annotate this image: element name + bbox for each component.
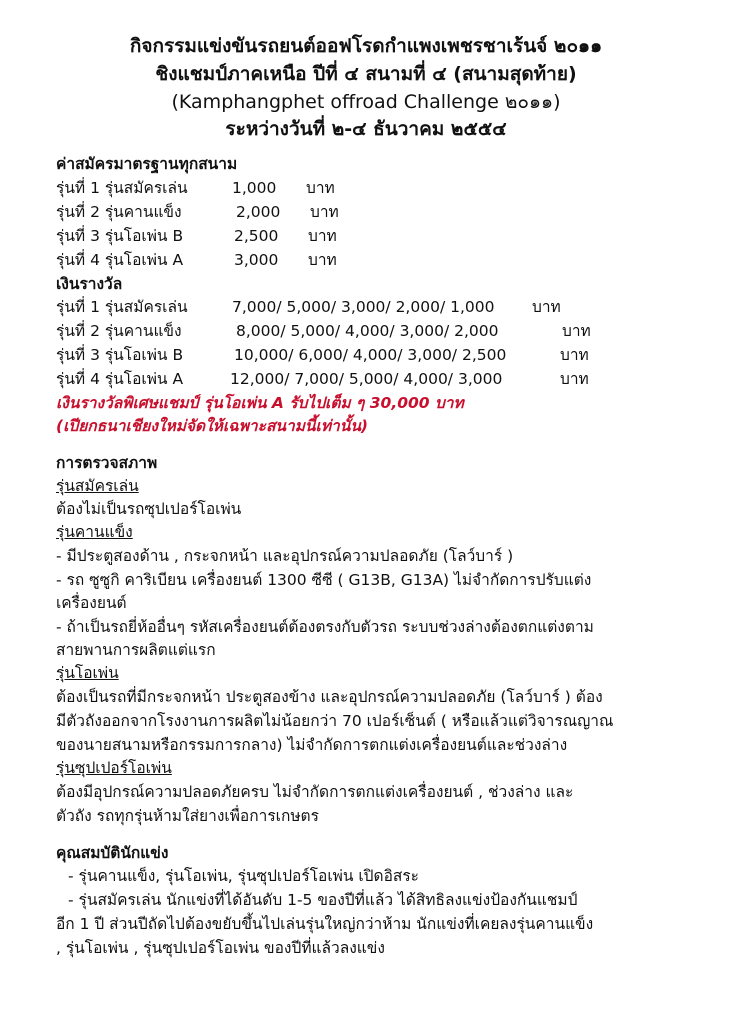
prize-row [56,320,716,342]
fee-unit: บาท [310,203,339,221]
fee-unit: บาท [308,251,337,269]
prize-amount: 10,000/ 6,000/ 4,000/ 3,000/ 2,500 [234,346,507,364]
prize-amount: 12,000/ 7,000/ 5,000/ 4,000/ 3,000 [230,370,503,388]
solid-axle-rule: เครื่องยนต์ [56,594,127,612]
prize-class: รุ่นที่ 3 รุ่นโอเพ่น B [56,346,184,364]
special-prize-sponsor: (เปียกธนาเชียงใหม่จัดให้เฉพาะสนามนี้เท่านั้น) [56,417,369,435]
prize-row [56,368,716,390]
prize-unit: บาท [560,346,589,364]
amateur-title: รุ่นสมัครเล่น [56,477,139,495]
fee-row [56,177,716,199]
solid-axle-title: รุ่นคานแข็ง [56,523,133,541]
prize-class: รุ่นที่ 1 รุ่นสมัครเล่น [56,298,188,316]
qualification-rule: อีก 1 ปี ส่วนปีถัดไปต้องขยับขึ้นไปเล่นรุ่นใหญ่กว่าห้าม นักแข่งที่เคยลงรุ่นคานแข็ง [56,915,594,933]
fee-class: รุ่นที่ 1 รุ่นสมัครเล่น [56,179,188,197]
fee-row [56,249,716,271]
solid-axle-rule: - ถ้าเป็นรถยี่ห้ออื่นๆ รหัสเครื่องยนต์ต้องตรงกับตัวรถ ระบบช่วงล่างต้องตกแต่งตาม [56,618,594,636]
open-rule: ของนายสนามหรือกรรมการกลาง) ไม่จำกัดการตกแต่งเครื่องยนต์และช่วงล่าง [56,736,568,754]
prize-class: รุ่นที่ 2 รุ่นคานแข็ง [56,322,182,340]
title-line-2: ชิงแชมป์ภาคเหนือ ปีที่ ๔ สนามที่ ๔ (สนามสุดท้าย) [155,63,577,85]
open-rule: ต้องเป็นรถที่มีกระจกหน้า ประตูสองข้าง และอุปกรณ์ความปลอดภัย (โลว์บาร์ ) ต้อง [56,688,603,706]
fee-amount: 2,500 [234,227,279,245]
solid-axle-rule: - รถ ซูซูกิ คาริเบียน เครื่องยนต์ 1300 ซีซี ( G13B, G13A) ไม่จำกัดการปรับแต่ง [56,571,592,589]
prize-class: รุ่นที่ 4 รุ่นโอเพ่น A [56,370,184,388]
super-open-rule: ตัวถัง รถทุกรุ่นห้ามใส่ยางเพื่อการเกษตร [56,807,319,825]
fee-row [56,225,716,247]
special-prize-note: เงินรางวัลพิเศษแชมป์ รุ่นโอเพ่น A รับไปเต็ม ๆ 30,000 บาท [56,394,464,412]
solid-axle-rule: - มีประตูสองด้าน , กระจกหน้า และอุปกรณ์ความปลอดภัย (โลว์บาร์ ) [56,547,514,565]
super-open-rule: ต้องมีอุปกรณ์ความปลอดภัยครบ ไม่จำกัดการตกแต่งเครื่องยนต์ , ช่วงล่าง และ [56,783,574,801]
prize-unit: บาท [560,370,589,388]
qualification-rule: - รุ่นสมัครเล่น นักแข่งที่ได้อันดับ 1-5 ของปีที่แล้ว ได้สิทธิลงแข่งป้องกันแชมป์ [68,891,578,909]
open-rule: มีตัวถังออกจากโรงงานการผลิตไม่น้อยกว่า 70 เปอร์เซ็นต์ ( หรือแล้วแต่วิจารณญาณ [56,712,614,730]
qualifications-heading: คุณสมบัตินักแข่ง [56,844,169,862]
fee-amount: 3,000 [234,251,279,269]
prize-amount: 8,000/ 5,000/ 4,000/ 3,000/ 2,000 [236,322,499,340]
fees-heading: ค่าสมัครมาตรฐานทุกสนาม [56,155,238,173]
fee-amount: 1,000 [232,179,277,197]
fee-amount: 2,000 [236,203,281,221]
prize-unit: บาท [532,298,561,316]
inspection-heading: การตรวจสภาพ [56,454,158,472]
title-line-3: (Kamphangphet offroad Challenge ๒๐๑๑) [171,91,561,113]
fee-class: รุ่นที่ 3 รุ่นโอเพ่น B [56,227,184,245]
prize-row [56,296,716,318]
amateur-rule: ต้องไม่เป็นรถซุปเปอร์โอเพ่น [56,500,242,518]
title-line-1: กิจกรรมแข่งขันรถยนต์ออฟโรดกำแพงเพชรชาเร้นจ์ ๒๐๑๑ [129,35,603,57]
prize-row [56,344,716,366]
qualification-rule: , รุ่นโอเพ่น , รุ่นซุปเปอร์โอเพ่น ของปีที่แล้วลงแข่ง [56,939,385,957]
fee-class: รุ่นที่ 2 รุ่นคานแข็ง [56,203,182,221]
fee-unit: บาท [306,179,335,197]
prize-amount: 7,000/ 5,000/ 3,000/ 2,000/ 1,000 [232,298,495,316]
fee-row [56,201,716,223]
open-title: รุ่นโอเพ่น [56,664,119,682]
fee-class: รุ่นที่ 4 รุ่นโอเพ่น A [56,251,184,269]
solid-axle-rule: สายพานการผลิตแต่แรก [56,641,216,659]
super-open-title: รุ่นซุปเปอร์โอเพ่น [56,759,172,777]
qualification-rule: - รุ่นคานแข็ง, รุ่นโอเพ่น, รุ่นซุปเปอร์โอเพ่น เปิดอิสระ [68,867,419,885]
fee-unit: บาท [308,227,337,245]
prize-unit: บาท [562,322,591,340]
prizes-heading: เงินรางวัล [56,275,123,293]
title-line-4: ระหว่างวันที่ ๒-๔ ธันวาคม ๒๕๕๔ [225,118,507,140]
